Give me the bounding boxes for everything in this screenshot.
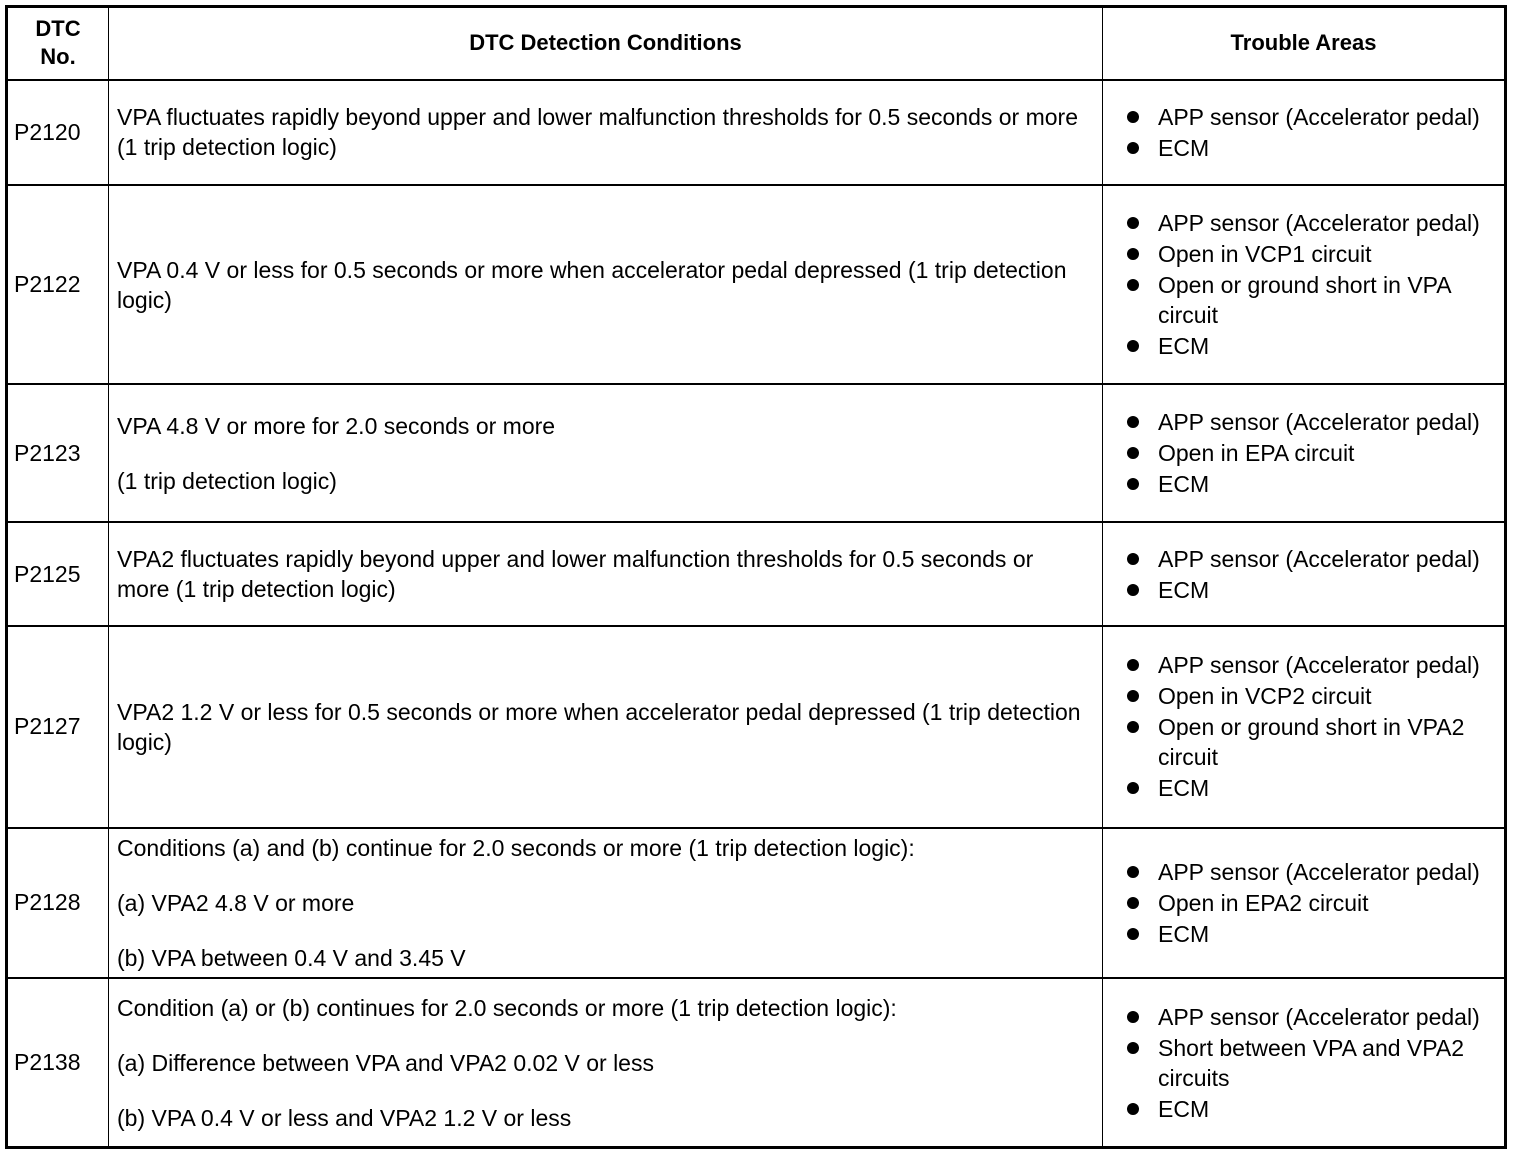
trouble-area-item <box>1125 1002 1496 1032</box>
bullet-icon <box>1127 1042 1139 1054</box>
header-dtc-no-label: DTC No. <box>35 16 81 70</box>
trouble-area-item <box>1125 469 1496 499</box>
trouble-area-text: ECM <box>1158 1095 1210 1122</box>
bullet-icon <box>1127 1103 1139 1115</box>
bullet-icon <box>1127 217 1139 229</box>
table-row <box>8 186 1504 386</box>
detection-conditions-cell <box>109 829 1103 978</box>
detection-conditions-cell <box>109 81 1103 184</box>
table-row <box>8 81 1504 186</box>
trouble-area-item <box>1125 650 1496 680</box>
bullet-icon <box>1127 721 1139 733</box>
bullet-icon <box>1127 478 1139 490</box>
trouble-area-text: ECM <box>1158 134 1210 161</box>
detection-condition-text: VPA 4.8 V or more for 2.0 seconds or more <box>117 412 556 439</box>
trouble-areas-list <box>1125 101 1496 164</box>
dtc-code-cell <box>8 979 109 1146</box>
trouble-area-text: ECM <box>1158 920 1210 947</box>
dtc-code: P2138 <box>14 1049 81 1076</box>
table-row <box>8 523 1504 627</box>
header-conditions-label: DTC Detection Conditions <box>469 30 742 56</box>
detection-condition-text: Conditions (a) and (b) continue for 2.0 seconds or more (1 trip detection logic): <box>117 834 915 861</box>
header-trouble-areas <box>1103 8 1504 79</box>
detection-conditions-cell <box>109 627 1103 827</box>
dtc-code-cell <box>8 186 109 384</box>
bullet-icon <box>1127 447 1139 459</box>
bullet-icon <box>1127 416 1139 428</box>
dtc-code-cell <box>8 627 109 827</box>
trouble-areas-cell <box>1103 385 1504 521</box>
detection-condition-text: VPA fluctuates rapidly beyond upper and lower malfunction thresholds for 0.5 seconds or more (1 trip detection logic) <box>117 104 1079 161</box>
bullet-icon <box>1127 659 1139 671</box>
trouble-area-item <box>1125 133 1496 163</box>
trouble-areas-list <box>1125 649 1496 804</box>
trouble-areas-cell <box>1103 627 1504 827</box>
trouble-area-item <box>1125 888 1496 918</box>
detection-conditions-cell <box>109 523 1103 625</box>
bullet-icon <box>1127 142 1139 154</box>
detection-condition-text: (b) VPA between 0.4 V and 3.45 V <box>117 944 466 971</box>
bullet-icon <box>1127 553 1139 565</box>
trouble-area-text: ECM <box>1158 471 1210 498</box>
trouble-area-item <box>1125 773 1496 803</box>
dtc-table <box>5 5 1507 1149</box>
trouble-area-text: Open or ground short in VPA2 circuit <box>1158 714 1465 771</box>
dtc-code: P2120 <box>14 118 81 145</box>
trouble-area-text: APP sensor (Accelerator pedal) <box>1158 210 1480 236</box>
detection-condition-text: VPA2 fluctuates rapidly beyond upper and lower malfunction thresholds for 0.5 seconds or more (1 trip detection logic) <box>117 546 1034 602</box>
dtc-code: P2125 <box>14 560 81 587</box>
trouble-area-text: ECM <box>1158 576 1210 603</box>
trouble-area-text: APP sensor (Accelerator pedal) <box>1158 652 1480 679</box>
trouble-area-item <box>1125 331 1496 361</box>
trouble-areas-cell <box>1103 523 1504 625</box>
trouble-areas-cell <box>1103 829 1504 978</box>
trouble-area-item <box>1125 102 1496 132</box>
trouble-areas-cell <box>1103 81 1504 184</box>
table-row <box>8 627 1504 829</box>
dtc-code: P2128 <box>14 889 81 916</box>
bullet-icon <box>1127 340 1139 352</box>
trouble-area-item <box>1125 857 1496 887</box>
bullet-icon <box>1127 866 1139 878</box>
trouble-area-item <box>1125 407 1496 437</box>
dtc-code: P2127 <box>14 713 81 740</box>
table-row <box>8 829 1504 980</box>
trouble-area-item <box>1125 919 1496 949</box>
trouble-area-text: Open in EPA2 circuit <box>1158 889 1369 916</box>
bullet-icon <box>1127 279 1139 291</box>
detection-conditions-cell <box>109 979 1103 1146</box>
trouble-area-item <box>1125 239 1496 269</box>
trouble-areas-list <box>1125 207 1496 362</box>
bullet-icon <box>1127 928 1139 940</box>
bullet-icon <box>1127 690 1139 702</box>
trouble-area-item <box>1125 1094 1496 1124</box>
trouble-area-text: Open in EPA circuit <box>1158 440 1355 467</box>
trouble-area-text: ECM <box>1158 775 1210 802</box>
trouble-areas-cell <box>1103 186 1504 384</box>
trouble-area-text: Open in VCP2 circuit <box>1158 683 1372 710</box>
trouble-areas-list <box>1125 543 1496 606</box>
trouble-area-text: APP sensor (Accelerator pedal) <box>1158 1003 1480 1030</box>
bullet-icon <box>1127 584 1139 596</box>
trouble-area-item <box>1125 575 1496 605</box>
header-row <box>8 8 1504 81</box>
trouble-area-text: APP sensor (Accelerator pedal) <box>1158 409 1480 436</box>
bullet-icon <box>1127 248 1139 260</box>
bullet-icon <box>1127 1011 1139 1023</box>
detection-condition-text: VPA2 1.2 V or less for 0.5 seconds or more when accelerator pedal depressed (1 trip detection logic) <box>117 698 1081 755</box>
table-row <box>8 979 1504 1146</box>
dtc-code-cell <box>8 523 109 625</box>
trouble-area-item <box>1125 1033 1496 1093</box>
trouble-area-item <box>1125 712 1496 772</box>
trouble-area-item <box>1125 681 1496 711</box>
trouble-area-text: APP sensor (Accelerator pedal) <box>1158 858 1480 885</box>
dtc-code-cell <box>8 829 109 978</box>
detection-conditions-cell <box>109 186 1103 384</box>
table-row <box>8 385 1504 523</box>
trouble-area-item <box>1125 208 1496 238</box>
bullet-icon <box>1127 782 1139 794</box>
header-dtc-no <box>8 8 109 79</box>
detection-condition-text: (1 trip detection logic) <box>117 467 337 494</box>
detection-condition-text: (b) VPA 0.4 V or less and VPA2 1.2 V or less <box>117 1104 572 1131</box>
trouble-area-text: APP sensor (Accelerator pedal) <box>1158 545 1480 572</box>
dtc-code: P2122 <box>14 271 81 297</box>
trouble-areas-list <box>1125 1001 1496 1125</box>
trouble-area-item <box>1125 270 1496 330</box>
detection-condition-text: (a) VPA2 4.8 V or more <box>117 889 355 916</box>
detection-condition-text: VPA 0.4 V or less for 0.5 seconds or more when accelerator pedal depressed (1 trip detection logic) <box>117 256 1067 313</box>
detection-conditions-cell <box>109 385 1103 521</box>
trouble-area-text: Open or ground short in VPA circuit <box>1158 272 1451 328</box>
trouble-area-item <box>1125 438 1496 468</box>
trouble-area-text: Open in VCP1 circuit <box>1158 241 1372 267</box>
trouble-area-text: Short between VPA and VPA2 circuits <box>1158 1034 1465 1091</box>
dtc-code-cell <box>8 385 109 521</box>
trouble-area-text: APP sensor (Accelerator pedal) <box>1158 103 1480 130</box>
bullet-icon <box>1127 111 1139 123</box>
trouble-areas-list <box>1125 406 1496 500</box>
detection-condition-text: Condition (a) or (b) continues for 2.0 seconds or more (1 trip detection logic): <box>117 994 897 1021</box>
bullet-icon <box>1127 897 1139 909</box>
dtc-code: P2123 <box>14 439 81 466</box>
header-trouble-areas-label: Trouble Areas <box>1230 30 1377 56</box>
detection-condition-text: (a) Difference between VPA and VPA2 0.02 V or less <box>117 1049 654 1076</box>
header-conditions <box>109 8 1103 79</box>
dtc-code-cell <box>8 81 109 184</box>
trouble-areas-cell <box>1103 979 1504 1146</box>
trouble-area-text: ECM <box>1158 333 1210 359</box>
trouble-areas-list <box>1125 856 1496 950</box>
trouble-area-item <box>1125 544 1496 574</box>
